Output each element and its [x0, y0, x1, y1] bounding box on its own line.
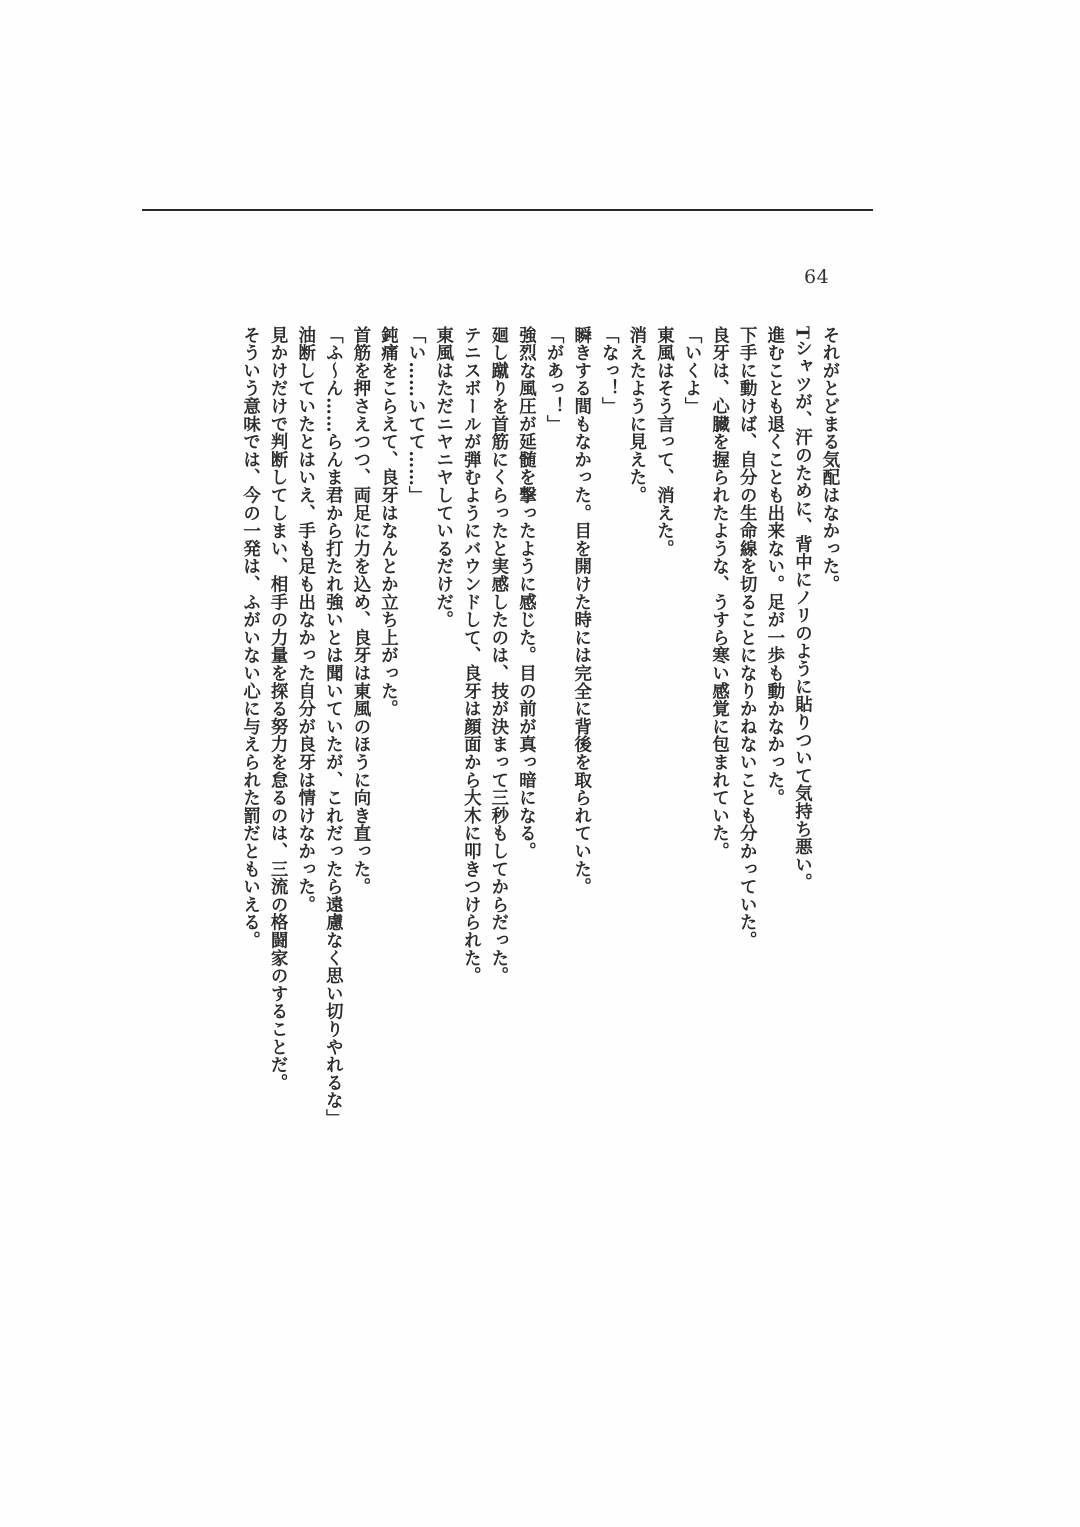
vertical-body-text — [180, 326, 842, 1156]
text-line: 瞬きする間もなかった。目を開けた時には完全に背後を取られていた。 — [570, 326, 591, 896]
text-line: 東風はそう言って、消えた。 — [653, 326, 674, 558]
text-line: 「いくよ」 — [681, 326, 702, 415]
text-line: 強烈な風圧が延髄を撃ったように感じた。目の前が真っ暗になる。 — [515, 326, 536, 860]
text-line: 首筋を押さえつつ、両足に力を込め、良牙は東風のほうに向き直った。 — [349, 326, 370, 896]
text-line: 「があっ！」 — [543, 326, 564, 433]
text-line: 消えたように見えた。 — [625, 326, 646, 504]
header-rule — [142, 209, 873, 211]
text-line: Tシャツが、汗のために、背中にノリのように貼りついて気持ち悪い。 — [791, 326, 812, 892]
text-line: 下手に動けば、自分の生命線を切ることになりかねないことも分かっていた。 — [736, 326, 757, 949]
text-line: 鈍痛をこらえて、良牙はなんとか立ち上がった。 — [377, 326, 398, 718]
text-line: テニスボールが弾むようにバウンドして、良牙は顔面から大木に叩きつけられた。 — [460, 326, 481, 985]
text-line: 「なっ！」 — [598, 326, 619, 415]
page-number: 64 — [804, 266, 830, 288]
text-line: 「い……いてて……」 — [405, 326, 426, 504]
text-line: 見かけだけで判断してしまい、相手の力量を探る努力を怠るのは、三流の格闘家のすることだ。 — [267, 326, 288, 1092]
text-line: 油断していたとはいえ、手も足も出なかった自分が良牙は情けなかった。 — [294, 326, 315, 914]
text-line: それがとどまる気配はなかった。 — [819, 326, 839, 593]
text-line: 廻し蹴りを首筋にくらったと実感したのは、技が決まって三秒もしてからだった。 — [487, 326, 508, 985]
text-line: 進むことも退くことも出来ない。足が一歩も動かなかった。 — [763, 326, 784, 807]
text-line: 東風はただニヤニヤしているだけだ。 — [432, 326, 453, 629]
text-line: 「ふ～ん……らんま君から打たれ強いとは聞いていたが、これだったら遠慮なく思い切りやれるな」 — [322, 326, 343, 1127]
text-line: そういう意味では、今の一発は、ふがいない心に与えられた罰だともいえる。 — [239, 326, 260, 949]
text-line: 良牙は、心臓を握られたような、うすら寒い感覚に包まれていた。 — [708, 326, 729, 860]
